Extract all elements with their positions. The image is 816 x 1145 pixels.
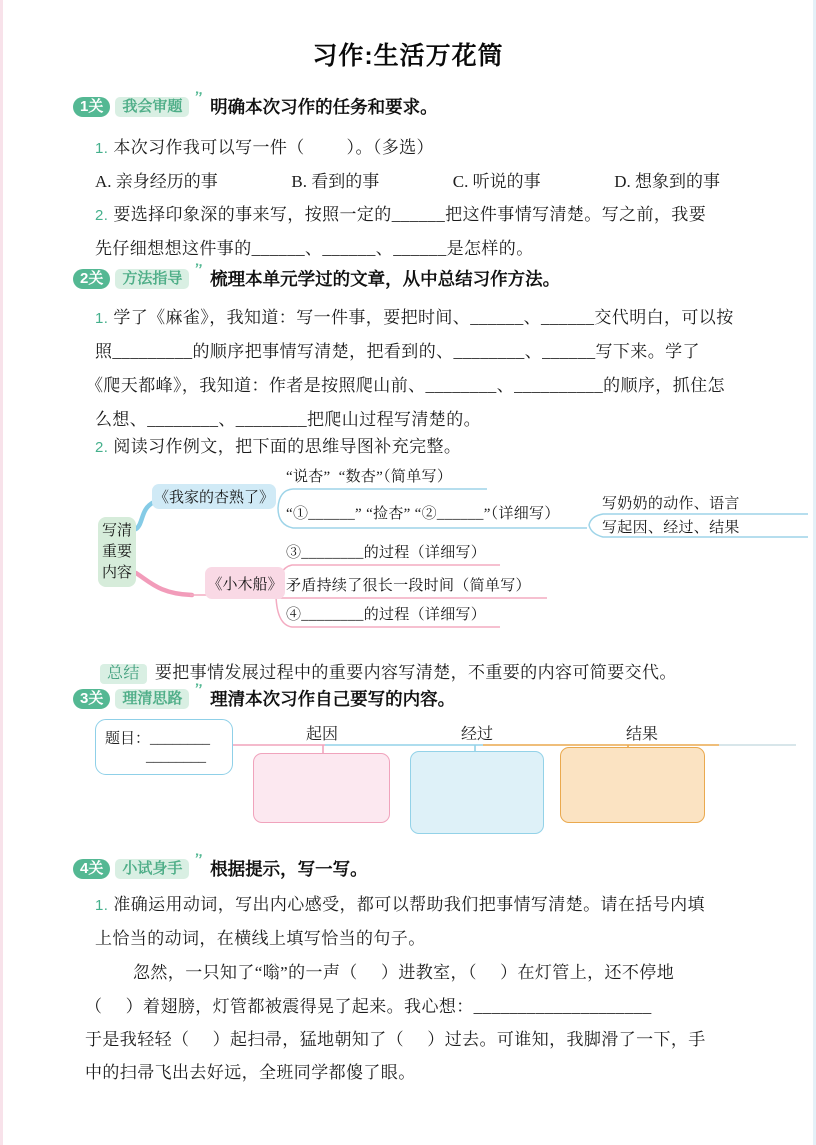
option-b: B. 看到的事 xyxy=(291,172,380,191)
result-card[interactable] xyxy=(560,747,705,823)
s2-item1-line1 xyxy=(95,303,734,328)
mindmap xyxy=(90,455,816,660)
sparkle-tick-icon: ’’ xyxy=(192,260,204,279)
mindmap-node-book2: 《小木船》 xyxy=(205,567,285,599)
page-edge-left xyxy=(0,0,3,1145)
s1-question-2-line1 xyxy=(95,200,706,225)
story-plan-diagram xyxy=(95,713,801,845)
summary-line xyxy=(100,658,677,683)
column-label-process: 经过 xyxy=(460,726,493,743)
option-d: D. 想象到的事 xyxy=(614,172,720,191)
mindmap-node-book1: 《我家的杏熟了》 xyxy=(152,484,276,509)
s2-item2-number: 2. xyxy=(95,439,109,456)
s4-item1-line1 xyxy=(95,890,705,915)
mindmap-leaf5: ④________的过程（详细写） xyxy=(286,607,487,623)
column-label-cause: 起因 xyxy=(305,726,338,743)
s4-item1-text1: 准确运用动词，写出内心感受，都可以帮助我们把事情写清楚。请在括号内填 xyxy=(113,895,705,914)
title-input-box[interactable] xyxy=(95,719,233,775)
s4-paragraph-line4: 中的扫帚飞出去好远，全班同学都傻了眼。 xyxy=(85,1063,416,1082)
s4-paragraph-line1: 忽然，一只知了“嗡”的一声（ ）进教室，（ ）在灯管上，还不停地 xyxy=(133,963,675,982)
section-1-header xyxy=(73,88,438,119)
section-1-tag-badge: 我会审题 xyxy=(115,97,189,117)
section-3-header xyxy=(73,680,456,711)
s1-question-2-line2: 先仔细想想这件事的______、______、______是怎样的。 xyxy=(95,239,534,258)
root-line1: 写清 xyxy=(101,522,132,539)
page-title: 习作:生活万花筒 xyxy=(312,42,504,70)
section-1-lead: 明确本次习作的任务和要求。 xyxy=(210,97,438,117)
s1-question-2-number: 2. xyxy=(95,207,109,224)
section-4-tag-badge: 小试身手 xyxy=(115,859,189,879)
mindmap-leaf1: “说杏” “数杏”（简单写） xyxy=(286,469,453,485)
s4-item1-number: 1. xyxy=(95,897,109,914)
sparkle-tick-icon: ’’ xyxy=(192,850,204,869)
s1-question-1-text: 本次习作我可以写一件（ ）。（多选） xyxy=(113,138,434,157)
s1-options-row xyxy=(95,167,720,192)
s2-item1-text1: 学了《麻雀》，我知道：写一件事，要把时间、______、______交代明白，可以按 xyxy=(113,308,734,327)
option-c: C. 听说的事 xyxy=(452,172,541,191)
summary-badge: 总结 xyxy=(100,664,147,684)
section-1-number-badge: 1关 xyxy=(73,97,110,117)
root-line2: 重要 xyxy=(101,543,132,560)
s1-question-2-text1: 要选择印象深的事来写，按照一定的______把这件事情写清楚。写之前，我要 xyxy=(113,205,707,224)
s2-item1-number: 1. xyxy=(95,310,109,327)
sparkle-tick-icon: ’’ xyxy=(192,680,204,699)
section-4-header xyxy=(73,850,368,881)
branch-curve-blue xyxy=(136,502,154,529)
s4-paragraph-line3: 于是我轻轻（ ）起扫帚，猛地朝知了（ ）过去。可谁知，我脚滑了一下，手 xyxy=(85,1030,706,1049)
mindmap-leaf3: ③________的过程（详细写） xyxy=(286,545,487,561)
s2-item2 xyxy=(95,432,461,457)
s2-item1-line2: 照_________的顺序把事情写清楚，把看到的、________、______写下来。学了 xyxy=(95,342,700,361)
mindmap-leaf2: “①______” “捡杏” “②______”（详细写） xyxy=(286,506,560,522)
mindmap-annotation1: 写奶奶的动作、语言 xyxy=(602,496,740,512)
section-2-header xyxy=(73,260,561,291)
section-2-number-badge: 2关 xyxy=(73,269,110,289)
mindmap-leaf4: 矛盾持续了很长一段时间（简单写） xyxy=(286,578,531,594)
branch-curve-pink xyxy=(136,573,192,595)
root-line3: 内容 xyxy=(101,564,132,581)
s2-item1-line4: 么想、________、________把爬山过程写清楚的。 xyxy=(95,410,481,429)
mindmap-annotation2: 写起因、经过、结果 xyxy=(602,520,740,536)
cause-card[interactable] xyxy=(253,753,390,823)
section-2-tag-badge: 方法指导 xyxy=(115,269,189,289)
section-4-number-badge: 4关 xyxy=(73,859,110,879)
sparkle-tick-icon: ’’ xyxy=(192,88,204,107)
s1-question-1-number: 1. xyxy=(95,140,109,157)
title-blank-line2: ________ xyxy=(146,749,206,765)
section-4-lead: 根据提示，写一写。 xyxy=(210,859,368,879)
section-3-number-badge: 3关 xyxy=(73,689,110,709)
section-3-lead: 理清本次习作自己要写的内容。 xyxy=(210,689,456,709)
s4-paragraph-line2: （ ）着翅膀，灯管都被震得晃了起来。我心想：____________________ xyxy=(85,997,652,1016)
s2-item1-line3: 《爬天都峰》，我知道：作者是按照爬山前、________、__________的顺序，抓住怎 xyxy=(86,376,725,395)
section-3-tag-badge: 理清思路 xyxy=(115,689,189,709)
summary-text: 要把事情发展过程中的重要内容写清楚，不重要的内容可简要交代。 xyxy=(154,663,677,682)
option-a: A. 亲身经历的事 xyxy=(95,172,218,191)
section-2-lead: 梳理本单元学过的文章，从中总结习作方法。 xyxy=(210,269,561,289)
s2-item2-text: 阅读习作例文，把下面的思维导图补充完整。 xyxy=(113,437,462,456)
column-label-result: 结果 xyxy=(625,726,658,743)
process-card[interactable] xyxy=(410,751,544,834)
title-label: 题目：________ xyxy=(105,731,211,747)
mindmap-root-node xyxy=(98,517,136,587)
s1-question-1 xyxy=(95,133,434,158)
s4-item1-line2: 上恰当的动词，在横线上填写恰当的句子。 xyxy=(95,929,426,948)
